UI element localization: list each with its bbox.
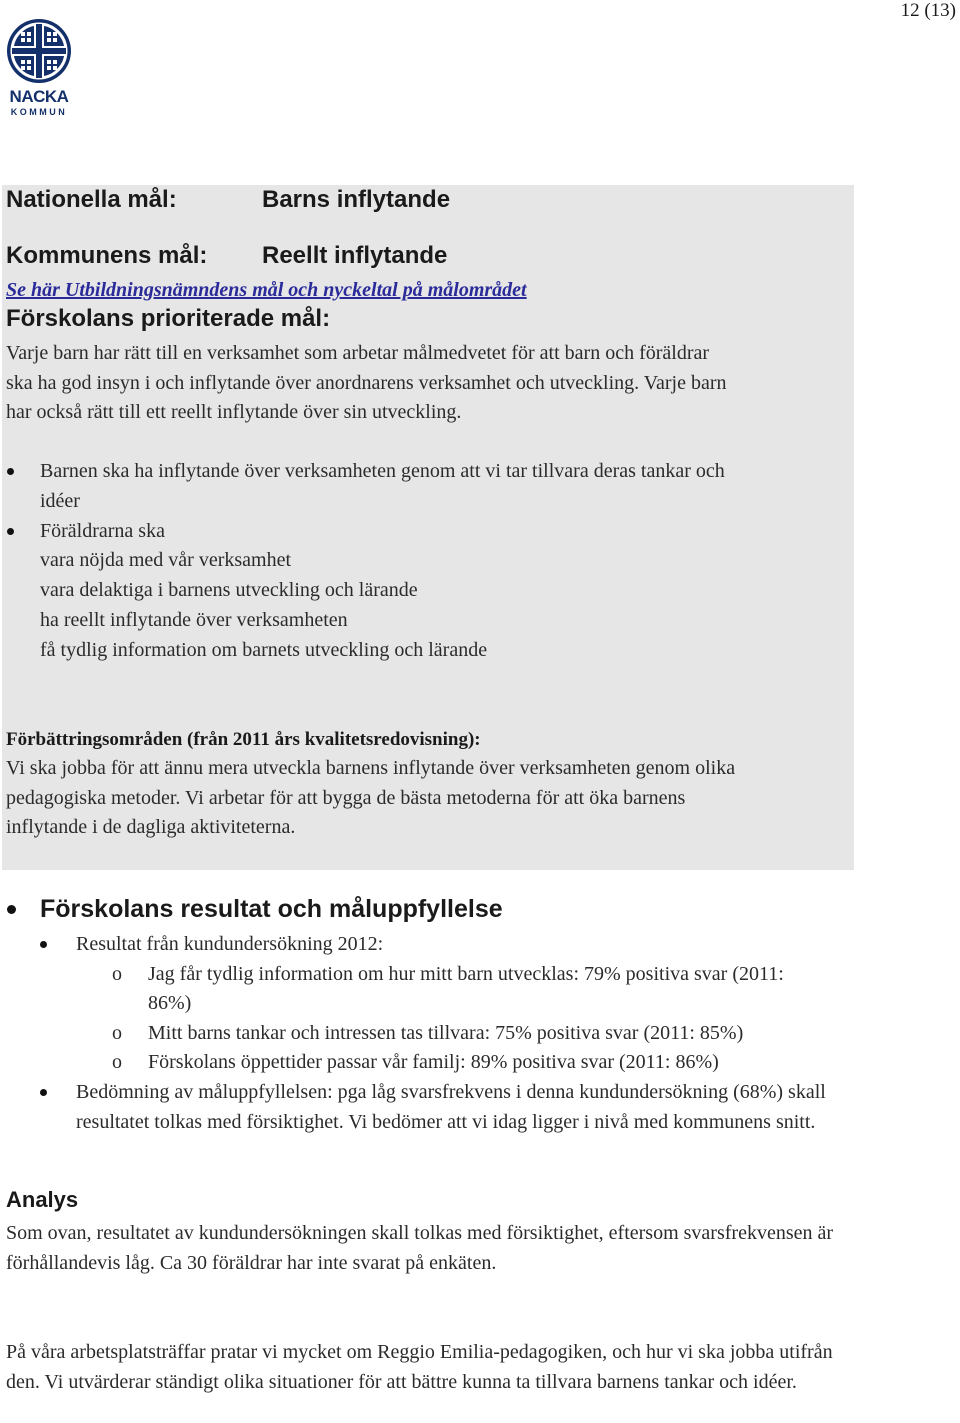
logo-sub: KOMMUN xyxy=(10,107,68,117)
municipal-goal-row xyxy=(6,242,447,270)
priority-line: ska ha god insyn i och inflytande över anordnarens verksamhet och utveckling. Varje barn xyxy=(6,371,727,394)
improvement-line: inflytande i de dagliga aktiviteterna. xyxy=(6,816,296,838)
analys-paragraph-1: Som ovan, resultatet av kundundersökningen skall tolkas med försiktighet, eftersom svarsfrekvensen är förhållandevis låg. Ca 30 föräldrar har inte svarat på enkäten. xyxy=(6,1222,834,1274)
sub-bullet-marker: o xyxy=(112,1051,122,1074)
list-item xyxy=(0,960,828,1019)
sub-bullet-marker: o xyxy=(112,1021,122,1044)
survey-result: Jag får tydlig information om hur mitt barn utvecklas: 79% positiva svar (2011: 86%) xyxy=(148,962,784,1015)
priority-line: Varje barn har rätt till en verksamhet som arbetar målmedvetet för att barn och föräldrar xyxy=(6,342,710,364)
list-item: Barnen ska ha inflytande över verksamheten genom att vi tar tillvara deras tankar och xyxy=(6,457,846,487)
priority-paragraph xyxy=(6,339,727,428)
priority-bullets xyxy=(6,457,846,666)
list-item xyxy=(0,1048,828,1078)
survey-title: Resultat från kundundersökning 2012: xyxy=(76,933,384,955)
improvement-paragraph xyxy=(6,754,851,843)
national-goal-label: Nationella mål: xyxy=(6,186,177,213)
analys-heading: Analys xyxy=(6,1187,79,1212)
list-item: vara delaktiga i barnens utveckling och lärande xyxy=(40,579,418,602)
list-item xyxy=(0,1019,828,1049)
national-goal-value: Barns inflytande xyxy=(262,186,451,213)
results-heading: Förskolans resultat och måluppfyllelse xyxy=(40,895,503,923)
list-item: ha reellt inflytande över verksamheten xyxy=(40,608,348,631)
survey-result: Förskolans öppettider passar vår familj: 89% positiva svar (2011: 86%) xyxy=(148,1051,719,1074)
priority-line: har också rätt till ett reellt inflytande över sin utveckling. xyxy=(6,401,462,424)
list-item: idéer xyxy=(40,489,80,512)
bullet-icon xyxy=(7,905,16,914)
municipal-goal-value: Reellt inflytande xyxy=(262,242,448,269)
improvement-line: Vi ska jobba för att ännu mera utveckla barnens inflytande över verksamheten genom olika xyxy=(6,757,736,779)
improvement-heading: Förbättringsområden (från 2011 års kvalitetsredovisning): xyxy=(6,729,481,750)
list-item xyxy=(0,930,826,960)
bullet-icon xyxy=(40,941,47,948)
nacka-emblem-icon xyxy=(3,18,75,88)
logo-name: NACKA xyxy=(9,87,69,106)
municipal-goal-label: Kommunens mål: xyxy=(6,242,208,269)
improvement-line: pedagogiska metoder. Vi arbetar för att bygga de bästa metoderna för att öka barnens xyxy=(6,786,686,809)
list-item: vara nöjda med vår verksamhet xyxy=(40,549,292,572)
bullet-icon xyxy=(7,468,14,475)
list-item xyxy=(0,1078,826,1137)
analys-paragraph-2: På våra arbetsplatsträffar pratar vi mycket om Reggio Emilia-pedagogiken, och hur vi ska jobba utifrån den. Vi utvärderar ständigt olika situationer för att bättre kunna ta tillvara barnens tankar och idéer. xyxy=(6,1341,833,1393)
sub-bullet-marker: o xyxy=(112,962,122,985)
goals-link[interactable]: Se här Utbildningsnämndens mål och nyckeltal på målområdet xyxy=(6,279,527,301)
nacka-logo xyxy=(3,18,75,120)
priority-heading: Förskolans prioriterade mål: xyxy=(6,305,331,332)
bullet-icon xyxy=(40,1089,47,1096)
survey-result: Mitt barns tankar och intressen tas tillvara: 75% positiva svar (2011: 85%) xyxy=(148,1021,744,1044)
page-number: 12 (13) xyxy=(900,0,956,21)
list-item: få tydlig information om barnets utveckling och lärande xyxy=(40,638,488,661)
assessment-text: Bedömning av måluppfyllelsen: pga låg svarsfrekvens i denna kundundersökning (68%) skall resultatet tolkas med försiktighet. Vi bedömer att vi idag ligger i nivå med kommunens snitt. xyxy=(76,1080,826,1133)
results-list xyxy=(0,930,960,1137)
national-goal-row xyxy=(6,186,450,214)
bullet-icon xyxy=(7,528,14,535)
list-item: Föräldrarna ska xyxy=(6,517,846,547)
